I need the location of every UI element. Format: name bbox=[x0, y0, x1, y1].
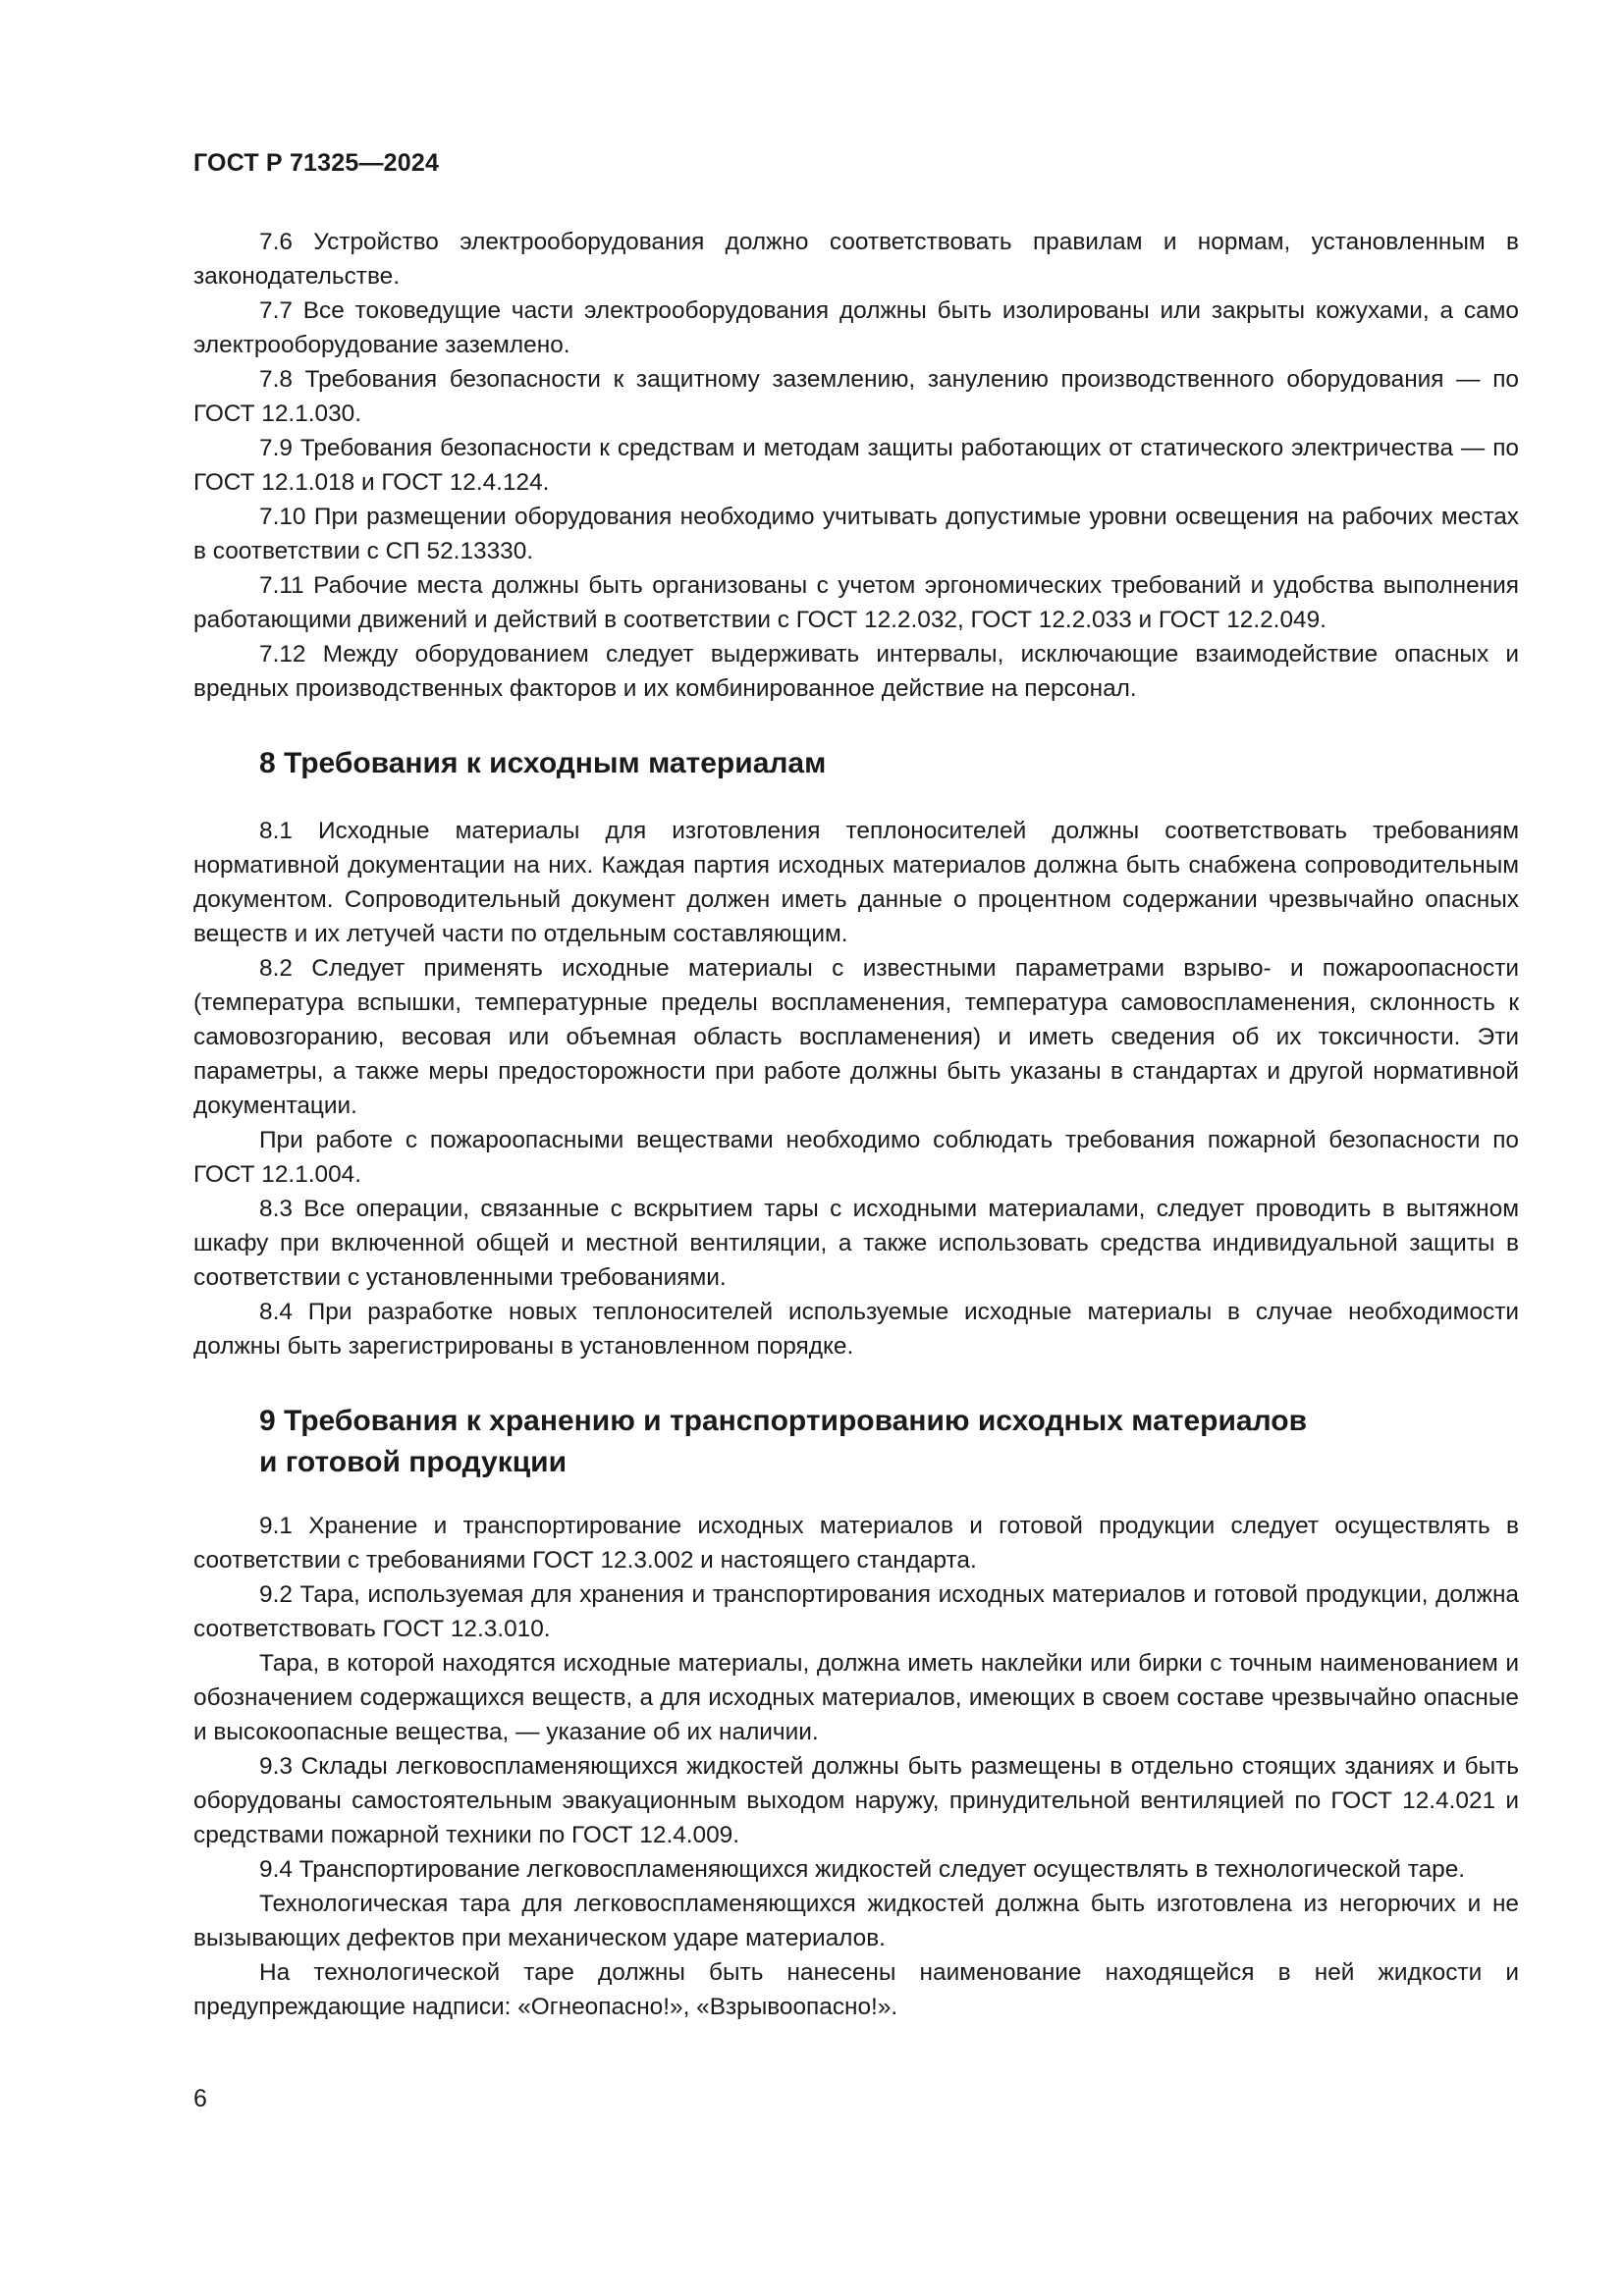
paragraph-9-2-labels: Тара, в которой находятся исходные материалы, должна иметь наклейки или бирки с точным наименованием и обозначением содержащихся веществ, а для исходных материалов, имеющих в своем составе чрезвычайно опасные и высокоопасные вещества, — указание об их наличии. bbox=[193, 1650, 1519, 1745]
paragraph-8-2-fire-safety: При работе с пожароопасными веществами необходимо соблюдать требования пожарной безопасности по ГОСТ 12.1.004. bbox=[193, 1127, 1519, 1188]
paragraph-8-2: 8.2 Следует применять исходные материалы с известными параметрами взрыво- и пожароопасности (температура вспышки, температурные пределы воспламенения, температура самовоспламенения, склонность к самовозгоранию, весовая или объемная область воспламенения) и иметь сведения об их токсичности. Эти параметры, а также меры предосторожности при работе должны быть указаны в стандартах и другой нормативной документации. bbox=[193, 955, 1519, 1119]
paragraph-7-11: 7.11 Рабочие места должны быть организованы с учетом эргономических требований и удобства выполнения работающими движений и действий в соответствии с ГОСТ 12.2.032, ГОСТ 12.2.033 и ГОСТ 12.2.049. bbox=[193, 572, 1519, 633]
paragraph-9-2: 9.2 Тара, используемая для хранения и транспортирования исходных материалов и готовой продукции, должна соответствовать ГОСТ 12.3.010. bbox=[193, 1581, 1519, 1642]
section-8-heading: 8 Требования к исходным материалам bbox=[259, 747, 827, 779]
paragraph-8-4: 8.4 При разработке новых теплоносителей используемые исходные материалы в случае необходимости должны быть зарегистрированы в установленном порядке. bbox=[193, 1299, 1519, 1360]
paragraph-8-3: 8.3 Все операции, связанные с вскрытием тары с исходными материалами, следует проводить в вытяжном шкафу при включенной общей и местной вентиляции, а также использовать средства индивидуальной защиты в соответствии с установленными требованиями. bbox=[193, 1196, 1519, 1291]
page-number: 6 bbox=[193, 2085, 207, 2112]
paragraph-9-4-marking: На технологической таре должны быть нанесены наименование находящейся в ней жидкости и предупреждающие надписи: «Огнеопасно!», «Взрывоопасно!». bbox=[193, 1959, 1519, 2020]
paragraph-7-12: 7.12 Между оборудованием следует выдерживать интервалы, исключающие взаимодействие опасных и вредных производственных факторов и их комбинированное действие на персонал. bbox=[193, 641, 1519, 702]
paragraph-7-8: 7.8 Требования безопасности к защитному заземлению, занулению производственного оборудования — по ГОСТ 12.1.030. bbox=[193, 366, 1519, 427]
paragraph-7-10: 7.10 При размещении оборудования необходимо учитывать допустимые уровни освещения на рабочих местах в соответствии с СП 52.13330. bbox=[193, 504, 1519, 564]
section-9-heading-line-1: 9 Требования к хранению и транспортированию исходных материалов bbox=[259, 1405, 1308, 1437]
paragraph-9-3: 9.3 Склады легковоспламеняющихся жидкостей должны быть размещены в отдельно стоящих зданиях и быть оборудованы самостоятельным эвакуационным выходом наружу, принудительной вентиляцией по ГОСТ 12.4.021 и средствами пожарной техники по ГОСТ 12.4.009. bbox=[193, 1753, 1519, 1848]
section-9-heading bbox=[193, 1401, 1519, 1483]
paragraph-9-1: 9.1 Хранение и транспортирование исходных материалов и готовой продукции следует осуществлять в соответствии с требованиями ГОСТ 12.3.002 и настоящего стандарта. bbox=[193, 1513, 1519, 1574]
paragraph-7-7: 7.7 Все токоведущие части электрооборудования должны быть изолированы или закрыты кожухами, а само электрооборудование заземлено. bbox=[193, 297, 1519, 358]
paragraph-7-6: 7.6 Устройство электрооборудования должно соответствовать правилам и нормам, установленным в законодательстве. bbox=[193, 229, 1519, 290]
section-9-heading-line-2: и готовой продукции bbox=[259, 1446, 568, 1478]
document-header-code: ГОСТ Р 71325—2024 bbox=[193, 149, 440, 177]
paragraph-9-4: 9.4 Транспортирование легковоспламеняющихся жидкостей следует осуществлять в технологической таре. bbox=[259, 1856, 1466, 1883]
document-body bbox=[193, 225, 1519, 2024]
paragraph-8-1: 8.1 Исходные материалы для изготовления теплоносителей должны соответствовать требованиям нормативной документации на них. Каждая партия исходных материалов должна быть снабжена сопроводительным документом. Сопроводительный документ должен иметь данные о процентном содержании чрезвычайно опасных веществ и их летучей части по отдельным составляющим. bbox=[193, 818, 1519, 947]
paragraph-9-4-container: Технологическая тара для легковоспламеняющихся жидкостей должна быть изготовлена из негорючих и не вызывающих дефектов при механическом ударе материалов. bbox=[193, 1891, 1519, 1951]
paragraph-7-9: 7.9 Требования безопасности к средствам и методам защиты работающих от статического электричества — по ГОСТ 12.1.018 и ГОСТ 12.4.124. bbox=[193, 435, 1519, 496]
